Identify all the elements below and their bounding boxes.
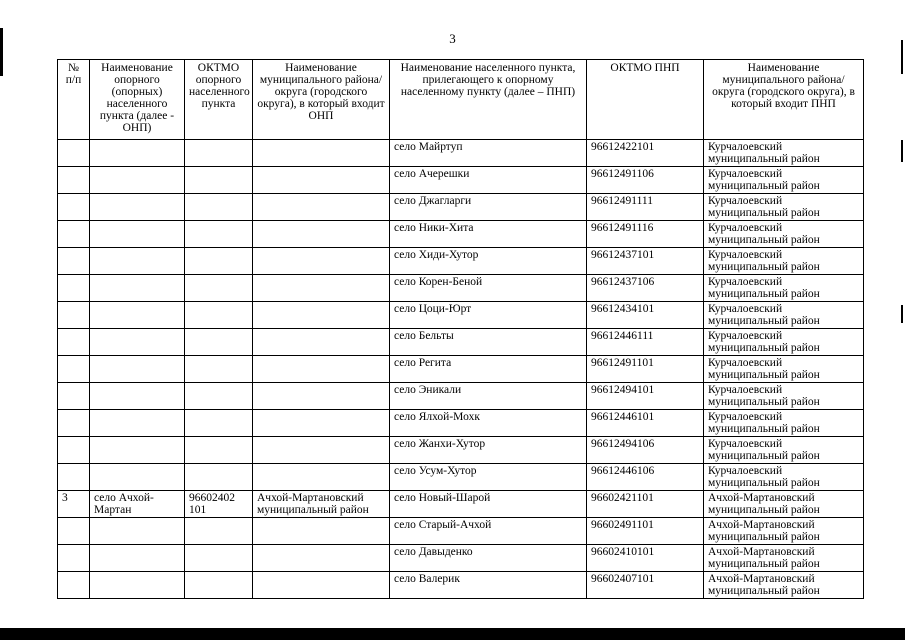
cell-onp-district [253,545,390,572]
cell-onp-name [90,140,185,167]
cell-num [58,518,90,545]
pnp-district-line-1: Ачхой-Мартановский [708,573,815,585]
cell-pnp-oktmo: 96612494101 [587,383,704,410]
table-row [58,329,864,356]
cell-pnp-name: село Давыденко [390,545,587,572]
table-row [58,356,864,383]
pnp-district-line-1: Курчалоевский [708,384,783,396]
cell-pnp-district [704,572,864,599]
cell-onp-name [90,356,185,383]
cell-num [58,140,90,167]
cell-pnp-name: село Регита [390,356,587,383]
cell-pnp-oktmo: 96612437101 [587,248,704,275]
cell-pnp-oktmo: 96612491106 [587,167,704,194]
pnp-district-line-1: Курчалоевский [708,438,783,450]
pnp-district-line-1: Ачхой-Мартановский [708,519,815,531]
cell-onp-oktmo [185,383,253,410]
table-row [58,248,864,275]
table-row [58,437,864,464]
table-row [58,383,864,410]
cell-onp-oktmo [185,329,253,356]
cell-pnp-oktmo: 96612491111 [587,194,704,221]
pnp-district-line-1: Курчалоевский [708,249,783,261]
table-row [58,221,864,248]
cell-onp-oktmo [185,275,253,302]
cell-pnp-name: село Валерик [390,572,587,599]
cell-onp-oktmo [185,572,253,599]
cell-pnp-name: село Ачерешки [390,167,587,194]
table-row [58,464,864,491]
cell-pnp-oktmo: 96602491101 [587,518,704,545]
cell-pnp-name: село Хиди-Хутор [390,248,587,275]
table-header-row [58,60,864,140]
table-row [58,275,864,302]
cell-num [58,464,90,491]
cell-onp-name [90,248,185,275]
cell-onp-district [253,275,390,302]
cell-onp-name [90,221,185,248]
table-body [58,140,864,599]
cell-num [58,167,90,194]
cell-pnp-district [704,545,864,572]
cell-num [58,248,90,275]
cell-onp-name [90,194,185,221]
cell-num [58,221,90,248]
scan-edge-mark-right-low [901,305,903,323]
scan-edge-mark-left [0,28,3,76]
pnp-district-line-1: Курчалоевский [708,195,783,207]
pnp-district-line-2: муниципальный район [708,180,820,192]
cell-pnp-oktmo: 96612422101 [587,140,704,167]
header-pnp-district: Наименование муниципального района/округа (городского округа), в который входит ПНП [704,60,864,140]
table-row [58,302,864,329]
cell-pnp-district [704,140,864,167]
pnp-district-line-2: муниципальный район [708,207,820,219]
cell-pnp-district [704,356,864,383]
cell-onp-district [253,356,390,383]
cell-onp-district [253,518,390,545]
pnp-district-line-1: Ачхой-Мартановский [708,492,815,504]
table-row [58,545,864,572]
pnp-district-line-2: муниципальный район [708,315,820,327]
pnp-district-line-1: Курчалоевский [708,357,783,369]
cell-pnp-name: село Корен-Беной [390,275,587,302]
pnp-district-line-1: Ачхой-Мартановский [708,546,815,558]
table-row [58,410,864,437]
header-onp-name: Наименование опорного (опорных) населенного пункта (далее - ОНП) [90,60,185,140]
pnp-district-line-1: Курчалоевский [708,168,783,180]
cell-pnp-name: село Эникали [390,383,587,410]
cell-pnp-oktmo: 96612491101 [587,356,704,383]
pnp-district-line-1: Курчалоевский [708,303,783,315]
cell-onp-name [90,302,185,329]
pnp-district-line-1: Курчалоевский [708,141,783,153]
cell-pnp-oktmo: 96612494106 [587,437,704,464]
cell-pnp-name: село Бельты [390,329,587,356]
cell-onp-name [90,167,185,194]
cell-onp-oktmo [185,221,253,248]
cell-num [58,329,90,356]
cell-num [58,194,90,221]
pnp-district-line-2: муниципальный район [708,342,820,354]
cell-onp-name [90,518,185,545]
cell-num [58,356,90,383]
cell-onp-oktmo [185,410,253,437]
pnp-district-line-2: муниципальный район [708,234,820,246]
pnp-district-line-2: муниципальный район [708,369,820,381]
page-number: 3 [449,31,456,46]
header-onp-district: Наименование муниципального района/округа (городского округа), в который входит ОНП [253,60,390,140]
cell-pnp-oktmo: 96602410101 [587,545,704,572]
cell-onp-oktmo [185,167,253,194]
pnp-district-line-1: Курчалоевский [708,411,783,423]
pnp-district-line-2: муниципальный район [708,477,820,489]
header-onp-oktmo: ОКТМО опорного населенного пункта [185,60,253,140]
cell-pnp-district [704,329,864,356]
settlements-table [57,59,864,599]
cell-pnp-district [704,275,864,302]
cell-onp-name [90,329,185,356]
cell-pnp-name: село Цоци-Юрт [390,302,587,329]
pnp-district-line-1: Курчалоевский [708,465,783,477]
cell-onp-name [90,437,185,464]
pnp-district-line-2: муниципальный район [708,450,820,462]
cell-pnp-name: село Майртуп [390,140,587,167]
table-row [58,572,864,599]
cell-onp-district: Ачхой-Мартановский муниципальный район [253,491,390,518]
cell-pnp-oktmo: 96612446106 [587,464,704,491]
cell-pnp-oktmo: 96602421101 [587,491,704,518]
cell-num [58,437,90,464]
cell-pnp-name: село Усум-Хутор [390,464,587,491]
cell-onp-district [253,194,390,221]
cell-onp-oktmo [185,464,253,491]
cell-pnp-district [704,410,864,437]
pnp-district-line-1: Курчалоевский [708,222,783,234]
cell-onp-name [90,572,185,599]
pnp-district-line-2: муниципальный район [708,504,820,516]
cell-pnp-district [704,167,864,194]
cell-onp-name [90,410,185,437]
cell-onp-oktmo [185,356,253,383]
cell-onp-oktmo [185,545,253,572]
table-row [58,167,864,194]
cell-onp-district [253,383,390,410]
cell-pnp-name: село Новый-Шарой [390,491,587,518]
cell-onp-district [253,572,390,599]
cell-pnp-name: село Ники-Хита [390,221,587,248]
pnp-district-line-2: муниципальный район [708,153,820,165]
cell-num [58,545,90,572]
cell-onp-district [253,302,390,329]
cell-pnp-district [704,248,864,275]
cell-pnp-district [704,194,864,221]
cell-onp-district [253,410,390,437]
table-row [58,194,864,221]
cell-num [58,572,90,599]
cell-num [58,275,90,302]
cell-onp-name [90,464,185,491]
scan-bottom-edge [0,628,905,640]
cell-onp-oktmo [185,194,253,221]
cell-onp-district [253,329,390,356]
pnp-district-line-2: муниципальный район [708,585,820,597]
cell-pnp-district [704,464,864,491]
pnp-district-line-1: Курчалоевский [708,330,783,342]
pnp-district-line-2: муниципальный район [708,531,820,543]
cell-onp-oktmo [185,302,253,329]
header-pnp-name: Наименование населенного пункта, прилегающего к опорному населенному пункту (далее – ПНП) [390,60,587,140]
header-num: № п/п [58,60,90,140]
cell-onp-oktmo: 96602402 101 [185,491,253,518]
table-row [58,518,864,545]
cell-pnp-oktmo: 96612446101 [587,410,704,437]
pnp-district-line-2: муниципальный район [708,558,820,570]
cell-pnp-district [704,383,864,410]
cell-onp-district [253,140,390,167]
scan-edge-mark-right-top [901,40,903,74]
cell-num [58,302,90,329]
cell-pnp-oktmo: 96602407101 [587,572,704,599]
cell-onp-oktmo [185,140,253,167]
pnp-district-line-1: Курчалоевский [708,276,783,288]
cell-onp-oktmo [185,248,253,275]
pnp-district-line-2: муниципальный район [708,396,820,408]
pnp-district-line-2: муниципальный район [708,423,820,435]
cell-pnp-oktmo: 96612434101 [587,302,704,329]
cell-num [58,410,90,437]
pnp-district-line-2: муниципальный район [708,288,820,300]
pnp-district-line-2: муниципальный район [708,261,820,273]
cell-pnp-oktmo: 96612491116 [587,221,704,248]
header-pnp-oktmo: ОКТМО ПНП [587,60,704,140]
cell-pnp-oktmo: 96612446111 [587,329,704,356]
table-row [58,140,864,167]
table-row [58,491,864,518]
cell-onp-district [253,464,390,491]
cell-num [58,383,90,410]
cell-pnp-name: село Жанхи-Хутор [390,437,587,464]
cell-pnp-district [704,518,864,545]
cell-onp-name [90,545,185,572]
cell-onp-district [253,437,390,464]
cell-onp-district [253,221,390,248]
cell-num: 3 [58,491,90,518]
cell-onp-name: село Ачхой-Мартан [90,491,185,518]
cell-onp-name [90,275,185,302]
cell-onp-district [253,167,390,194]
scan-edge-mark-right-mid [901,140,903,162]
cell-onp-oktmo [185,437,253,464]
cell-pnp-name: село Джагларги [390,194,587,221]
cell-pnp-district [704,491,864,518]
cell-onp-name [90,383,185,410]
cell-pnp-district [704,221,864,248]
cell-pnp-oktmo: 96612437106 [587,275,704,302]
cell-pnp-district [704,302,864,329]
cell-onp-district [253,248,390,275]
cell-pnp-name: село Старый-Ачхой [390,518,587,545]
cell-onp-oktmo [185,518,253,545]
cell-pnp-name: село Ялхой-Мохк [390,410,587,437]
cell-pnp-district [704,437,864,464]
